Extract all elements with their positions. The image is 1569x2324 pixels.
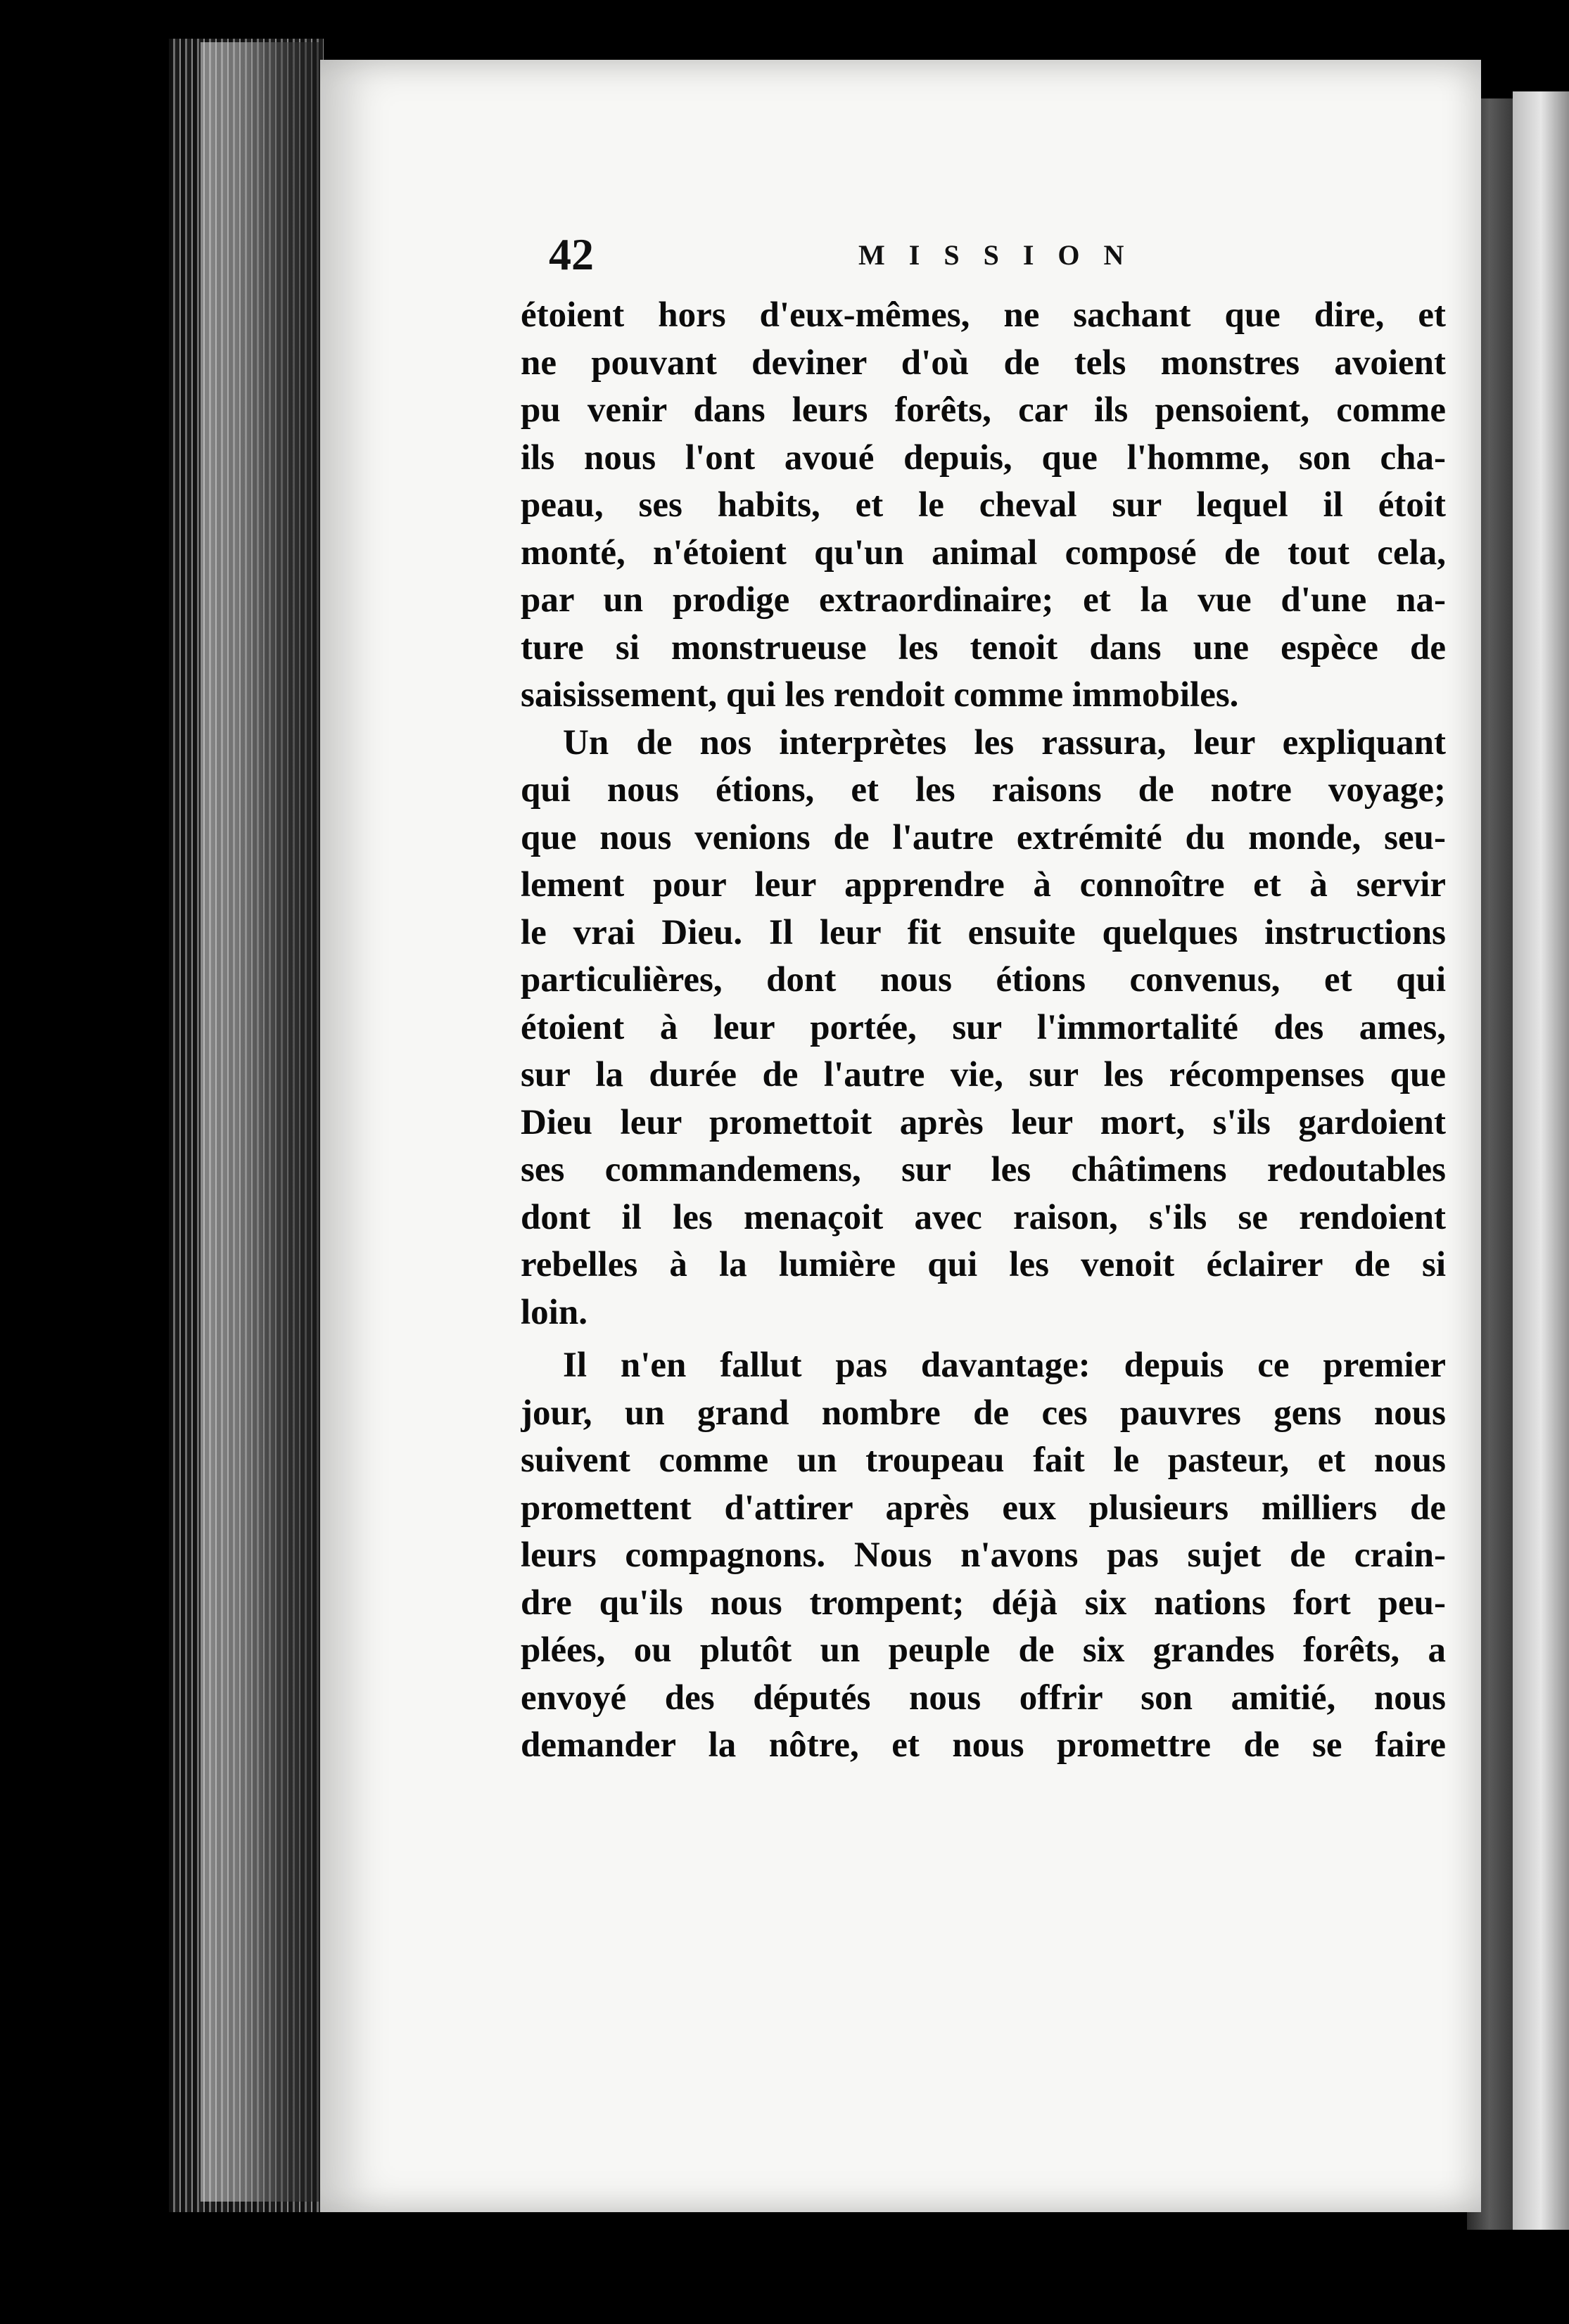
running-head-title: MISSION [858, 239, 1148, 271]
text-line: leurs compagnons. Nous n'avons pas sujet de crain- [521, 1536, 1446, 1575]
paragraph-2 [521, 720, 1446, 1337]
text-line: peau, ses habits, et le cheval sur lequel il étoit [521, 485, 1446, 525]
paragraph-3 [521, 1342, 1446, 1770]
text-line: dont il les menaçoit avec raison, s'ils se rendoient [521, 1197, 1446, 1237]
running-head [549, 229, 1435, 278]
text-line: demander la nôtre, et nous promettre de se faire [521, 1725, 1446, 1765]
text-line: ne pouvant deviner d'où de tels monstres avoient [521, 343, 1446, 383]
text-line: ses commandemens, sur les châtimens redoutables [521, 1150, 1446, 1189]
text-line: monté, n'étoient qu'un animal composé de tout cela, [521, 532, 1446, 573]
text-line: saisissement, qui les rendoit comme immobiles. [521, 675, 1239, 715]
text-line: Un de nos interprètes les rassura, leur expliquant [563, 722, 1446, 762]
text-line: loin. [521, 1292, 587, 1332]
text-line: dre qu'ils nous trompent; déjà six nations fort peu- [521, 1583, 1446, 1623]
text-line: sur la durée de l'autre vie, sur les récompenses que [521, 1055, 1446, 1094]
text-line: plées, ou plutôt un peuple de six grandes forêts, a [521, 1630, 1446, 1670]
text-line: pu venir dans leurs forêts, car ils pensoient, comme [521, 390, 1446, 430]
book-page-edges-highlight [201, 42, 320, 2202]
text-line: envoyé des députés nous offrir son amitié, nous [521, 1678, 1446, 1718]
text-line: étoient hors d'eux-mêmes, ne sachant que dire, et [521, 295, 1446, 335]
text-line: lement pour leur apprendre à connoître et à servir [521, 865, 1446, 905]
text-line: rebelles à la lumière qui les venoit éclairer de si [521, 1245, 1446, 1284]
paragraph-1 [521, 292, 1446, 720]
text-line: promettent d'attirer après eux plusieurs milliers de [521, 1488, 1446, 1528]
text-line: Il n'en fallut pas davantage: depuis ce premier [563, 1346, 1446, 1385]
page-number: 42 [549, 229, 594, 279]
text-line: jour, un grand nombre de ces pauvres gens nous [521, 1393, 1446, 1433]
text-line: ils nous l'ont avoué depuis, que l'homme, son cha- [521, 438, 1446, 478]
text-line: étoient à leur portée, sur l'immortalité des ames, [521, 1007, 1446, 1047]
text-line: suivent comme un troupeau fait le pasteur, et nous [521, 1441, 1446, 1480]
adjacent-page-strip [1513, 91, 1569, 2230]
text-line: particulières, dont nous étions convenus, et qui [521, 960, 1446, 1000]
text-line: ture si monstrueuse les tenoit dans une espèce de [521, 627, 1446, 668]
text-line: que nous venions de l'autre extrémité du monde, seu- [521, 817, 1446, 857]
text-line: Dieu leur promettoit après leur mort, s'ils gardoient [521, 1102, 1446, 1142]
text-line: qui nous étions, et les raisons de notre voyage; [521, 770, 1446, 810]
text-line: le vrai Dieu. Il leur fit ensuite quelques instructions [521, 912, 1446, 952]
body-text [521, 292, 1446, 1770]
text-line: par un prodige extraordinaire; et la vue d'une na- [521, 580, 1446, 620]
